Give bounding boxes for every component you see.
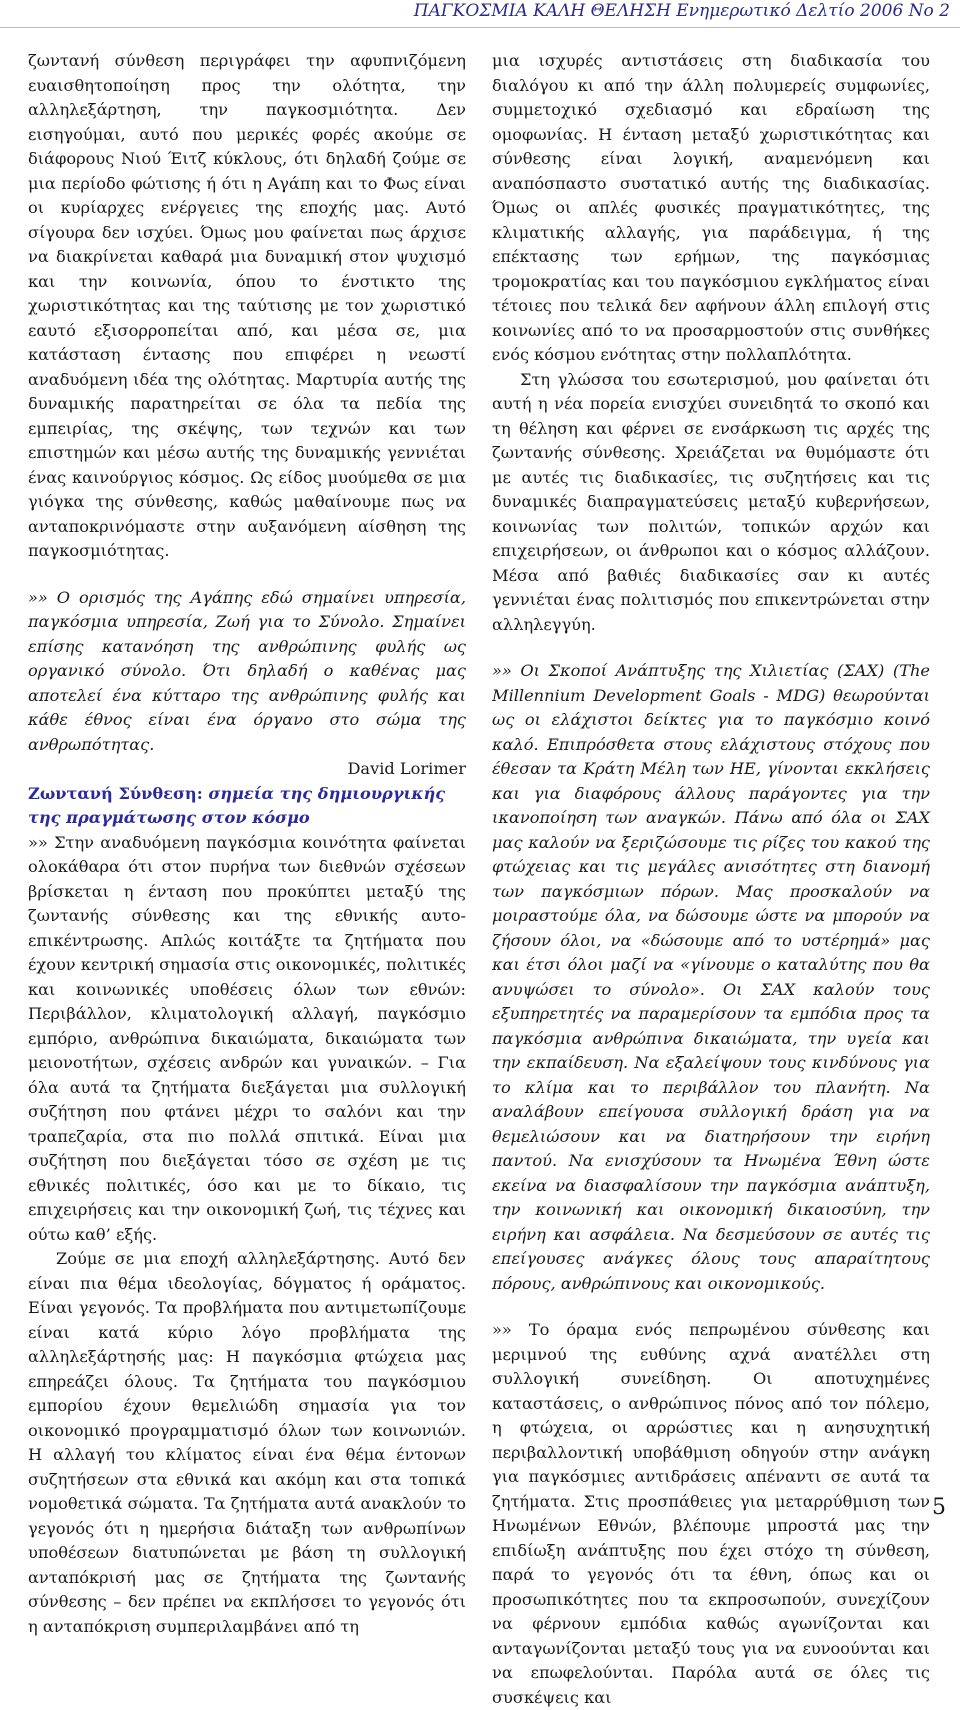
right-column [492, 49, 930, 1710]
left-column [28, 49, 466, 1639]
right-quote: »» Οι Σκοποί Ανάπτυξης της Χιλιετίας (ΣΑΧ) (The Millennium Development Goals - MDG) θεωρούνται ως οι ελάχιστοι δείκτες για το παγκόσμιο κοινό καλό. Επιπρόσθετα στους ελάχιστους στόχους που έθεσαν τα Κράτη Μέλη των ΗΕ, γίνονται εκκλήσεις και για διαφόρους άλλους παράγοντες για την ικανοποίηση των αναγκών. Πάνω από όλα οι ΣΑΧ μας καλούν να ξεριζώσουμε τις ρίζες του κακού της φτώχειας και τις μεγάλες ανισότητες στη διανομή των παγκόσμιων πόρων. Μας προσκαλούν να μοιραστούμε όλα, να δώσουμε ώστε να μπορούν να ζήσουν όλοι, να «δώσουμε από το υστέρημά» μας και έτσι όλοι μαζί να «γίνουμε ο καταλύτης που θα ανυψώσει το σύνολο». Οι ΣΑΧ καλούν τους εξυπηρετητές να παραμερίσουν τα εμπόδια προς τα παγκόσμια ανθρώπινα δικαιώματα, την υγεία και την εκπαίδευση. Να εξαλείψουν τους κινδύνους για το κλίμα και το περιβάλλον του πλανήτη. Να αναλάβουν επείγουσα συλλογική δράση για να θεμελιώσουν και να διατηρήσουν την ειρήνη παντού. Να ενισχύσουν τα Ηνωμένα Έθνη ώστε εκείνα να διασφαλίσουν την παγκόσμια ανάπτυξη, την κοινωνική και οικονομική δικαιοσύνη, την ειρήνη και ασφάλεια. Να δεσμεύσουν σε αυτές τις επείγουσες ανάγκες όλους τους απαραίτητους πόρους, ανθρώπινους και οικονομικούς. [492, 661, 930, 1293]
page-number: 5 [932, 1495, 946, 1520]
header-rule [0, 27, 960, 28]
quote-signature: David Lorimer [347, 759, 466, 778]
left-paragraph-2: »» Στην αναδυόμενη παγκόσμια κοινότητα φαίνεται ολοκάθαρα ότι στον πυρήνα των διεθνών σχέσεων βρίσκεται η ένταση που προκύπτει μεταξύ της ζωντανής σύνθεσης και της εθνικής αυτο-επικέντρωσης. Απλώς κοιτάξτε τα ζητήματα που έχουν κεντρική σημασία στις οικονομικές, πολιτικές και κοινωνικές υποθέσεις όλων των εθνών: Περιβάλλον, κλιματολογική αλλαγή, παγκόσμιο εμπόριο, ανθρώπινα δικαιώματα, δικαιώματα των μειονοτήτων, σχέσεις ανδρών και γυναικών. – Για όλα αυτά τα ζητήματα διεξάγεται μια συλλογική συζήτηση που φτάνει μέχρι το σαλόνι και την τραπεζαρία, στα πιο πολλά σπιτικά. Είναι μια συζήτηση που διεξάγεται τόσο σε σχέση με τις εθνικές πολιτικές, όσο και με το δίκαιο, τις επιχειρήσεις και την οικονομική ζωή, τις τέχνες και ούτω καθ’ εξής. [28, 832, 466, 1244]
left-paragraph-1: ζωντανή σύνθεση περιγράφει την αφυπνιζόμενη ευαισθητοποίηση προς την ολότητα, την αλληλεξάρτηση, την παγκοσμιότητα. Δεν εισηγούμαι, αυτό που μερικές φορές ακούμε σε διάφορους Νιού Έιτζ κύκλους, ότι δηλαδή ζούμε σε μια περίοδο φώτισης ή ότι η Αγάπη και το Φως είναι οι κυρίαρχες ενέργειες της εποχής μας. Αυτό σίγουρα δεν ισχύει. Όμως μου φαίνεται πως άρχισε να διακρίνεται καθαρά μια δυναμική στον ψυχισμό και την κοινωνία, όπου το ένστικτο της χωριστικότητας και της ταύτισης με τον χωριστικό εαυτό εξισορροπείται από, και μέσα σε, μια κατάσταση έντασης που επιφέρει η νεωστί αναδυόμενη ιδέα της ολότητας. Μαρτυρία αυτής της δυναμικής παρατηρείται σε όλα τα πεδία της εμπειρίας, της σκέψης, των τεχνών και των επιστημών και μέσω αυτής της δυναμικής γεννιέται ένας καινούργιος κόσμος. Ως είδος μυούμεθα σε μια γιόγκα της σύνθεσης, καθώς μαθαίνουμε πως να ανταποκρινόμαστε στην αυξανόμενη αίσθηση της παγκοσμιότητας. [28, 51, 466, 560]
right-paragraph-2: Στη γλώσσα του εσωτερισμού, μου φαίνεται ότι αυτή η νέα πορεία ενισχύει συνειδητά το σκοπό και τη θέληση και φέρνει σε ενσάρκωση τις αρχές της ζωντανής σύνθεσης. Χρειάζεται να θυμόμαστε ότι με αυτές τις διαδικασίες, τις συζητήσεις και τις δυναμικές διαπραγματεύσεις μεταξύ κυβερνήσεων, κοινωνίας των πολιτών, τοπικών αρχών και επιχειρήσεων, οι άνθρωποι και ο κόσμος αλλάζουν. Μέσα από βαθιές διαδικασίες σαν κι αυτές γεννιέται ένας πολιτισμός που επικεντρώνεται στην αλληλεγγύη. [492, 369, 930, 634]
section-heading-main: Ζωντανή Σύνθεση: [28, 783, 209, 803]
right-paragraph-3: »» Το όραμα ενός πεπρωμένου σύνθεσης και μεριμνού της ευθύνης αχνά ανατέλλει στη συλλογική συνείδηση. Οι αποτυχημένες καταστάσεις, ο ανθρώπινος πόνος από τον πόλεμο, η φτώχεια, οι αρρώστιες και η ανησυχητική περιβαλλοντική υποβάθμιση οδηγούν στην ανάγκη για παγκόσμιες αντιδράσεις απέναντι σε αυτά τα ζητήματα. Στις προσπάθειες για μεταρρύθμιση των Ηνωμένων Εθνών, βλέπουμε μπροστά μας την επιδίωξη ανάπτυξης που έχει στόχο τη σύνθεση, παρά το γεγονός ότι τα έθνη, όπως και οι προσωπικότητες που τα εκπροσωπούν, συνεχίζουν να φέρνουν εμπόδια καθώς αγωνίζονται και ανταγωνίζονται μεταξύ τους για να ευνοούνται και να επωφελούνται. Παρόλα αυτά σε όλες τις συσκέψεις και [492, 1320, 930, 1707]
left-quote: »» Ο ορισμός της Αγάπης εδώ σημαίνει υπηρεσία, παγκόσμια υπηρεσία, Ζωή για το Σύνολο. Σημαίνει επίσης κατανόηση της ανθρώπινης φυλής ως οργανικό σύνολο. Ότι δηλαδή ο καθένας μας αποτελεί ένα κύτταρο της ανθρώπινης φυλής και κάθε έθνος είναι ένα όργανο στο σώμα της ανθρωπότητας. [28, 587, 466, 754]
section-heading [28, 782, 466, 831]
left-paragraph-3: Ζούμε σε μια εποχή αλληλεξάρτησης. Αυτό δεν είναι πια θέμα ιδεολογίας, δόγματος ή οράματος. Είναι γεγονός. Τα προβλήματα που αντιμετωπίζουμε είναι κατά κύριο λόγο προβλήματα της αλληλεξάρτησής μας: Η παγκόσμια φτώχεια μας επηρεάζει όλους. Τα ζητήματα του παγκόσμιου εμπορίου έχουν θεμελιώδη σημασία για τον οικονομικό προγραμματισμό όλων των κοινωνιών. Η αλλαγή του κλίματος είναι ένα θέμα έντονων συζητήσεων στα εθνικά και ακόμη και στα τοπικά νομοθετικά σώματα. Τα ζητήματα αυτά ανακλούν το γεγονός ότι η ημερήσια διάταξη των ανθρωπίνων υποθέσεων διατυπώνεται με βάση τη συλλογική ανταπόκρισή μας σε ζητήματα της ζωντανής σύνθεσης – δεν πρέπει να εκπλήσσει το γεγονός ότι η ανταπόκριση συμπεριλαμβάνει από τη [28, 1249, 466, 1636]
section-heading-subtitle: σημεία της δημιουργικής της πραγμάτωσης στον κόσμο [28, 783, 446, 827]
running-header: ΠΑΓΚΟΣΜΙΑ ΚΑΛΗ ΘΕΛΗΣΗ Ενημερωτικό Δελτίο 2006 No 2 [413, 1, 950, 21]
right-paragraph-1: μια ισχυρές αντιστάσεις στη διαδικασία του διαλόγου κι από την άλλη πολυμερείς συμφωνίες, συμμετοχικό σχεδιασμό και εδραίωση της ομοφωνίας. Η ένταση μεταξύ χωριστικότητας και σύνθεσης είναι λογική, αναμενόμενη και αναπόσπαστο συστατικό αυτής της διαδικασίας. Όμως οι απλές φυσικές πραγματικότητες, της κλιματικής αλλαγής, για παράδειγμα, ή της επέκτασης των ερήμων, της παγκόσμιας τρομοκρατίας και του παγκόσμιου εγκλήματος είναι τέτοιες που τελικά δεν αφήνουν άλλη επιλογή στις κοινωνίες από το να προσαρμοστούν στις συνθήκες ενός κόσμου ενότητας στην πολλαπλότητα. [492, 51, 930, 364]
